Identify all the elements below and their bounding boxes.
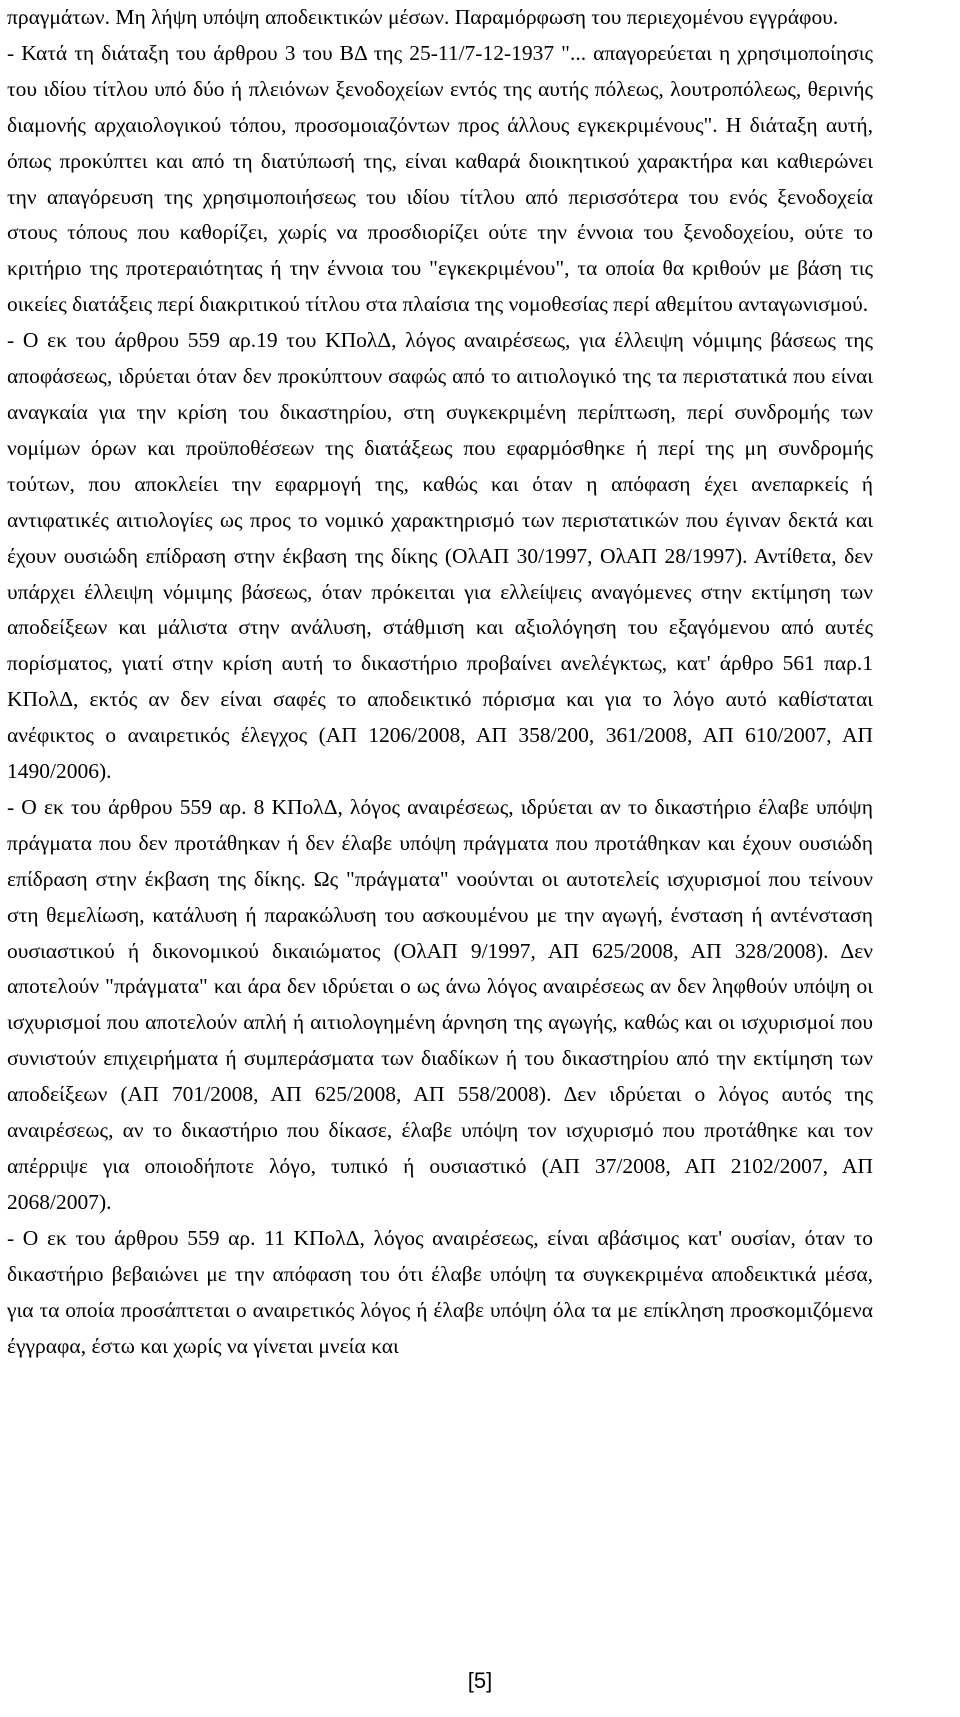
paragraph-article-559-19: - Ο εκ του άρθρου 559 αρ.19 του ΚΠολΔ, λόγος αναιρέσεως, για έλλειψη νόμιμης βάσεως της αποφάσεως, ιδρύεται όταν δεν προκύπτουν σαφώς από το αιτιολογικό της τα περιστατικά που είναι αναγκαία για την κρίση του δικαστηρίου, στη συγκεκριμένη περίπτωση, περί συνδρομής των νομίμων όρων και προϋποθέσεων της διατάξεως που εφαρμόσθηκε ή περί της μη συνδρομής τούτων, που αποκλείει την εφαρμογή της, καθώς και όταν η απόφαση έχει ανεπαρκείς ή αντιφατικές αιτιολογίες ως προς το νομικό χαρακτηρισμό των περιστατικών που έγιναν δεκτά και έχουν ουσιώδη επίδραση στην έκβαση της δίκης (ΟλΑΠ 30/1997, ΟλΑΠ 28/1997). Αντίθετα, δεν υπάρχει έλλειψη νόμιμης βάσεως, όταν πρόκειται για ελλείψεις αναγόμενες στην εκτίμηση των αποδείξεων και μάλιστα στην ανάλυση, στάθμιση και αξιολόγηση του εξαγόμενου από αυτές πορίσματος, γιατί στην κρίση αυτή το δικαστήριο προβαίνει ανελέγκτως, κατ' άρθρο 561 παρ.1 ΚΠολΔ, εκτός αν δεν είναι σαφές το αποδεικτικό πόρισμα και για το λόγο αυτό καθίσταται ανέφικτος ο αναιρετικός έλεγχος (ΑΠ 1206/2008, ΑΠ 358/200, 361/2008, ΑΠ 610/2007, ΑΠ 1490/2006). — [7, 328, 873, 784]
paragraph-article-3: - Κατά τη διάταξη του άρθρου 3 του ΒΔ της 25-11/7-12-1937 "... απαγορεύεται η χρησιμοποίησις του ιδίου τίτλου υπό δύο ή πλειόνων ξενοδοχείων εντός της αυτής πόλεως, λουτροπόλεως, θερινής διαμονής αρχαιολογικού τόπου, προσομοιαζόντων προς άλλους εγκεκριμένους". Η διάταξη αυτή, όπως προκύπτει και από τη διατύπωσή της, είναι καθαρά διοικητικού χαρακτήρα και καθιερώνει την απαγόρευση της χρησιμοποιήσεως του ιδίου τίτλου από περισσότερα του ενός ξενοδοχεία στους τόπους που καθορίζει, χωρίς να προσδιορίζει ούτε την έννοια του ξενοδοχείου, ούτε το κριτήριο της προτεραιότητας ή την έννοια του "εγκεκριμένου", τα οποία θα κριθούν με βάση τις οικείες διατάξεις περί διακριτικού τίτλου στα πλαίσια της νομοθεσίας περί αθεμίτου ανταγωνισμού. — [7, 40, 873, 317]
page-number: [5] — [467, 1668, 493, 1693]
document-body — [7, 0, 873, 1364]
paragraph-article-559-8: - Ο εκ του άρθρου 559 αρ. 8 ΚΠολΔ, λόγος αναιρέσεως, ιδρύεται αν το δικαστήριο έλαβε υπόψη πράγματα που δεν προτάθηκαν ή δεν έλαβε υπόψη πράγματα που προτάθηκαν και έχουν ουσιώδη επίδραση στην έκβαση της δίκης. Ως "πράγματα" νοούνται οι αυτοτελείς ισχυρισμοί που τείνουν στη θεμελίωση, κατάλυση ή παρακώλυση του ασκουμένου με την αγωγή, ένσταση ή αντένσταση ουσιαστικού ή δικονομικού δικαιώματος (ΟλΑΠ 9/1997, ΑΠ 625/2008, ΑΠ 328/2008). Δεν αποτελούν "πράγματα" και άρα δεν ιδρύεται ο ως άνω λόγος αναιρέσεως αν δεν ληφθούν υπόψη οι ισχυρισμοί που αποτελούν απλή ή αιτιολογημένη άρνηση της αγωγής, καθώς και οι ισχυρισμοί που συνιστούν επιχειρήματα ή συμπεράσματα των διαδίκων ή του δικαστηρίου από την εκτίμηση των αποδείξεων (ΑΠ 701/2008, ΑΠ 625/2008, ΑΠ 558/2008). Δεν ιδρύεται ο λόγος αυτός της αναιρέσεως, αν το δικαστήριο που δίκασε, έλαβε υπόψη τον ισχυρισμό που προτάθηκε και τον απέρριψε για οποιοδήποτε λόγο, τυπικό ή ουσιαστικό (ΑΠ 37/2008, ΑΠ 2102/2007, ΑΠ 2068/2007). — [7, 794, 873, 1214]
paragraph-continuation: πραγμάτων. Μη λήψη υπόψη αποδεικτικών μέσων. Παραμόρφωση του περιεχομένου εγγράφου. — [7, 5, 839, 29]
paragraph-article-559-11: - Ο εκ του άρθρου 559 αρ. 11 ΚΠολΔ, λόγος αναιρέσεως, είναι αβάσιμος κατ' ουσίαν, όταν το δικαστήριο βεβαιώνει με την απόφαση του ότι έλαβε υπόψη τα συγκεκριμένα αποδεικτικά μέσα, για τα οποία προσάπτεται ο αναιρετικός λόγος ή έλαβε υπόψη όλα τα με επίκληση προσκομιζόμενα έγγραφα, έστω και χωρίς να γίνεται μνεία και — [7, 1225, 873, 1358]
